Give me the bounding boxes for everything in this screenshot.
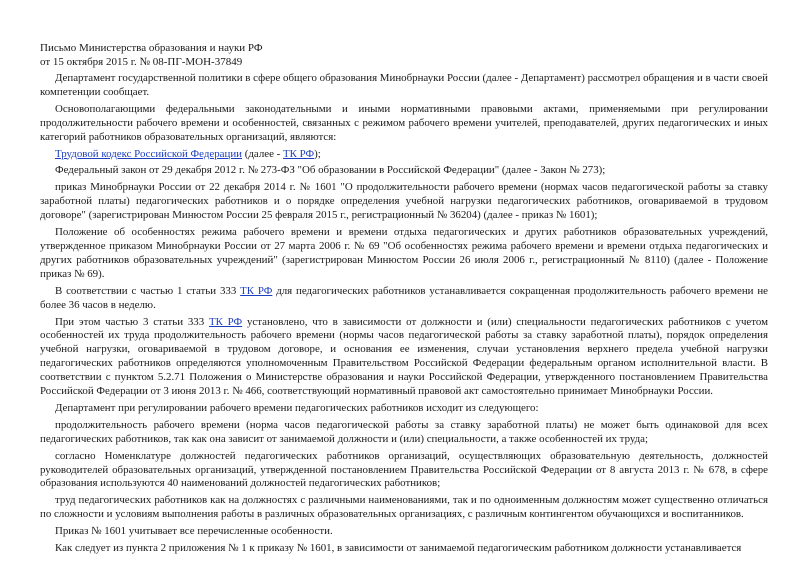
paragraph-intro: Департамент государственной политики в сфере общего образования Минобрнауки России (далее - Департамент) рассмотрел обращения и в части своей компетенции сообщает. (40, 72, 768, 98)
paragraph-order-69: Положение об особенностях режима рабочего времени и времени отдыха педагогических и других работников образовательных учреждений, утвержденное приказом Минобрнауки России от 27 марта 2006 г. № 69 "Об особенностях режима рабочего времени и времени отдыха педагогических и других работников образовательных учреждений" (зарегистрирован Минюстом России 26 июля 2006 г., регистрационный № 8110) (далее - Положение приказ № 69). (40, 226, 768, 280)
paragraph-department-basis: Департамент при регулировании рабочего времени педагогических работников исходит из следующего: (55, 401, 539, 414)
paragraph-working-time: продолжительность рабочего времени (норма часов педагогической работы за ставку заработной платы) не может быть одинаковой для всех педагогических работников, так как она зависит от занимаемой должности и (или) специальности, а также особенностей их труда; (40, 418, 768, 445)
tk-rf-link[interactable]: ТК РФ (283, 147, 315, 160)
paragraph-order-1601: приказ Минобрнауки России от 22 декабря 2014 г. № 1601 "О продолжительности рабочего времени (нормах часов педагогической работы за ставку заработной платы) педагогических работников и о порядке определения учебной нагрузки педагогических работников, оговариваемой в трудовом договоре" (зарегистрирован Минюстом России 25 февраля 2015 г., регистрационный № 36204) (далее - приказ № 1601); (40, 181, 768, 222)
paragraph-article-333-part1 (40, 285, 768, 313)
p8-text-a: При этом частью 3 статьи 333 (55, 315, 209, 328)
p7-text-a: В соответствии с частью 1 статьи 333 (55, 284, 241, 297)
paragraph-order-considers: Приказ № 1601 учитывает все перечисленные особенности. (55, 525, 333, 538)
paragraph-article-333-part3 (40, 316, 768, 399)
document-body (40, 72, 768, 559)
paragraph-nomenclature: согласно Номенклатуре должностей педагогических работников организаций, осуществляющих образовательную деятельность, должностей руководителей образовательных организаций, утвержденной постановлением Правительства Российской Федерации от 8 августа 2013 г. № 678, в сфере образования используются 40 наименований должностей педагогических работников; (40, 449, 768, 490)
tk-rf-link-3[interactable]: ТК РФ (208, 315, 243, 328)
labor-code-link[interactable]: Трудовой кодекс Российской Федерации (55, 147, 242, 160)
letter-date-number: от 15 октября 2015 г. № 08-ПГ-МОН-37849 (40, 56, 243, 68)
paragraph-work-differences: труд педагогических работников как на должностях с различными наименованиями, так и по одноименным должностям может существенно отличаться по сложности и условиям выполнения работы в различных образовательных организациях, с различным контингентом обучающихся и воспитанников. (40, 494, 768, 521)
letter-title: Письмо Министерства образования и науки РФ (40, 42, 263, 54)
paragraph-acts-list-intro: Основополагающими федеральными законодательными и иными нормативными правовыми актами, применяемыми при регулировании продолжительности рабочего времени и особенностей, связанных с режимом рабочего времени учителей, преподавателей, других педагогических и иных категорий работников образовательных организаций, являются: (40, 102, 768, 143)
p8-text-b: установлено, что в зависимости от должности и (или) специальности педагогических работников с учетом особенностей их труда продолжительность рабочего времени (нормы часов педагогической работы за ставку заработной платы), порядок определения учебной нагрузки, оговариваемой в трудовом договоре, и основания ее изменения, случаи установления верхнего предела учебной нагрузки педагогических работников определяются уполномоченным Правительством Российской Федерации федеральным органом исполнительной власти. В соответствии с пунктом 5.2.71 Положения о Министерстве образования и науки Российской Федерации, утвержденного постановлением Правительства Российской Федерации от 3 июня 2013 г. № 466, соответствующий нормативный правовой акт самостоятельно принимает Минобрнауки России. (40, 315, 769, 398)
tk-rf-link-2[interactable]: ТК РФ (240, 284, 273, 297)
labor-code-mid: (далее - (242, 147, 283, 160)
labor-code-end: ); (314, 147, 321, 160)
paragraph-appendix: Как следует из пункта 2 приложения № 1 к приказу № 1601, в зависимости от занимаемой педагогическим работником должности устанавливается (55, 542, 742, 555)
paragraph-labor-code (40, 148, 768, 162)
p7-text-b: для педагогических работников устанавливается сокращенная продолжительность рабочего времени не более 36 часов в неделю. (40, 284, 768, 311)
paragraph-law-273: Федеральный закон от 29 декабря 2012 г. № 273-ФЗ "Об образовании в Российской Федерации" (далее - Закон № 273); (55, 164, 606, 177)
